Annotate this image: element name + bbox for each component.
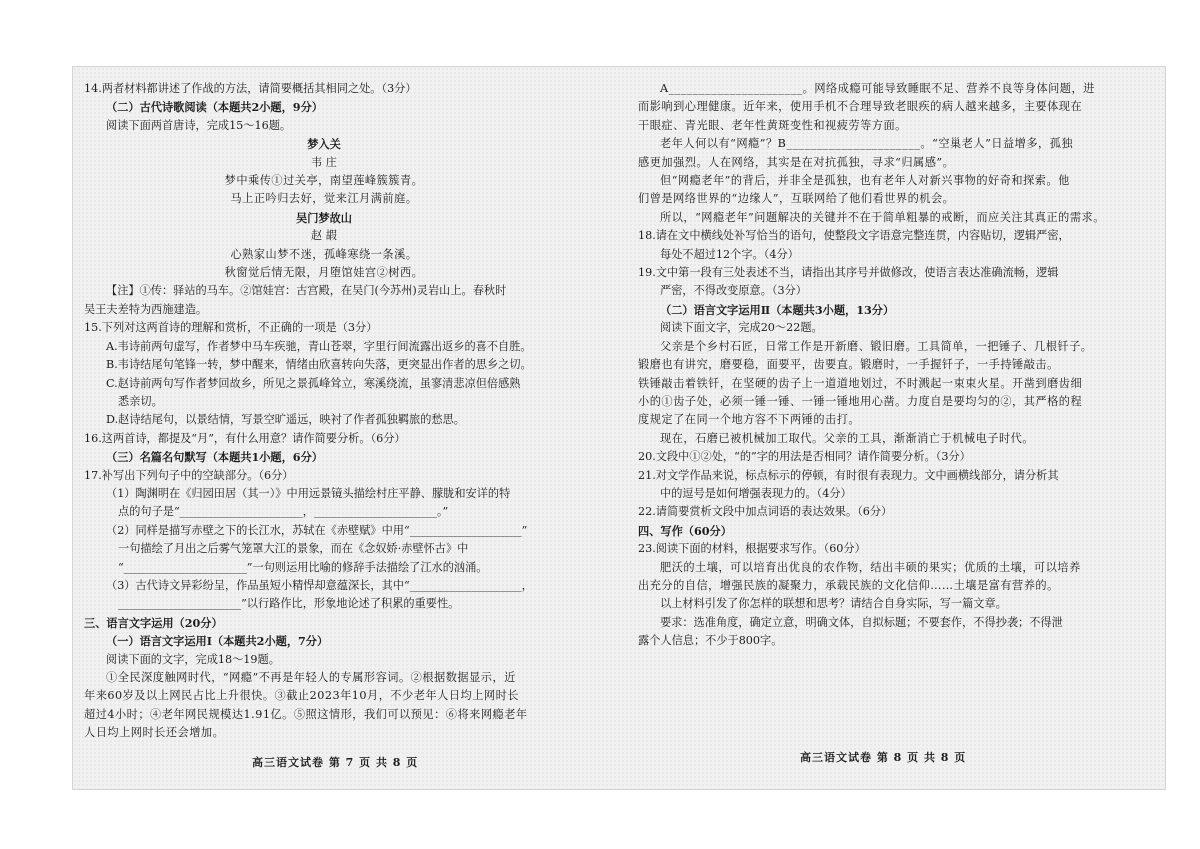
right-line: 干眼症、青光眼、老年性黄斑变性和视疲劳等方面。 — [638, 118, 907, 132]
left-line: 秋窗觉后情无限，月堕馆娃宫②树西。 — [224, 266, 424, 280]
right-line: 四、写作（60分） — [638, 523, 732, 538]
right-line: 阅读下面文字，完成20～22题。 — [660, 321, 823, 335]
left-line: （3）古代诗文异彩纷呈，作品虽短小精悍却意蕴深长，其中“____________________， — [106, 578, 533, 592]
right-line: 们曾是网络世界的“边缘人”，互联网给了他们看世界的机会。 — [638, 192, 955, 206]
left-line: （二）古代诗歌阅读（本题共2小题，9分） — [106, 100, 323, 115]
left-line: 14.两者材料都讲述了作战的方法，请简要概括其相同之处。（3分） — [84, 82, 417, 95]
right-line: 严密，不得改变原意。（3分） — [660, 284, 807, 298]
left-line: 一句描绘了月出之后雾气笼罩大江的景象，而在《念奴娇·赤壁怀古》中 — [118, 542, 469, 556]
left-line: 心熟家山梦不迷，孤峰寒绕一条溪。 — [230, 247, 418, 261]
left-line: 悉亲切。 — [118, 394, 163, 408]
right-line: 22.请简要赏析文段中加点词语的表达效果。（6分） — [638, 505, 893, 519]
left-line: 赵 嘏 — [311, 229, 337, 243]
right-line: 肥沃的土壤，可以培育出优良的农作物，结出丰硕的果实；优质的土壤，可以培养 — [660, 560, 1081, 574]
page-7-column — [84, 80, 564, 743]
left-line: 年来60岁及以上网民占比上升很快。③截止2023年10月，不少老年人日均上网时长 — [84, 689, 519, 703]
page-7-footer: 高三语文试卷 第 7 页 共 8 页 — [252, 756, 419, 769]
left-line: （2）同样是描写赤壁之下的长江水，苏轼在《赤壁赋》中用“____________________” — [106, 523, 528, 537]
right-line: 铁锤敲击着铁钎，在坚硬的齿子上一道道地划过，不时溅起一束束火星。开凿到磨齿细 — [638, 376, 1083, 390]
left-line: 三、语言文字运用（20分） — [84, 615, 223, 630]
left-line: 超过4小时；④老年网民规模达1.91亿。⑤照这情形，我们可以预见：⑥将来网瘾老年 — [84, 707, 528, 721]
right-line: 小的①齿子处，必须一锤一锤、一锤一锤地用心凿。力度自是要均匀的②，其严格的程 — [638, 394, 1083, 408]
right-line: A______________________。网络成瘾可能导致睡眠不足、营养不良等身体问题，进 — [660, 82, 1095, 95]
right-line: 老年人何以有“网瘾”？B______________________。“空巢老人”日益增多，孤独 — [660, 137, 1074, 151]
right-line: 但“网瘾老年”的背后，并非全是孤独，也有老年人对新兴事物的好奇和探索。他 — [660, 174, 1070, 188]
right-line: 现在，石磨已被机械加工取代。父亲的工具，渐渐消亡于机械电子时代。 — [660, 431, 1035, 445]
right-line: 中的逗号是如何增强表现力的。（4分） — [660, 486, 852, 500]
left-line: 吴王夫差特为西施建造。 — [84, 302, 208, 316]
right-line: 要求：选准角度，确定立意，明确文体，自拟标题；不要套作，不得抄袭；不得泄 — [660, 615, 1063, 629]
left-line: 韦 庄 — [311, 155, 337, 169]
right-line: 19.文中第一段有三处表述不当，请指出其序号并做修改，使语言表达准确流畅，逻辑 — [638, 266, 1059, 280]
left-line: D.赵诗结尾句，以景结情，写景空旷遥远，映衬了作者孤独羁旅的愁思。 — [106, 413, 465, 427]
right-line: 所以，“网瘾老年”问题解决的关键并不在于简单粗暴的戒断，而应关注其真正的需求。 — [660, 210, 1105, 224]
left-line: 阅读下面两首唐诗，完成15～16题。 — [106, 118, 292, 132]
left-line: 15.下列对这两首诗的理解和赏析，不正确的一项是（3分） — [84, 321, 378, 335]
left-line: “______________________”一句则运用比喻的修辞手法描绘了江水的汹涌。 — [118, 560, 488, 574]
left-line: ______________________”以行路作比，形象地论述了积累的重要性。 — [118, 597, 460, 611]
left-line: B.韦诗结尾句笔锋一转，梦中醒来，情绪由欣喜转向失落，更突显出作者的思乡之切。 — [106, 358, 532, 372]
left-line: 马上正吟归去好，觉来江月满前庭。 — [230, 192, 418, 206]
left-line: 梦中乘传①过关亭，南望莲峰簇簇青。 — [224, 174, 424, 188]
right-line: 18.请在文中横线处补写恰当的语句，使整段文字语意完整连贯，内容贴切，逻辑严密， — [638, 229, 1070, 243]
left-line: 吴门梦故山 — [296, 210, 352, 225]
left-line: （1）陶渊明在《归园田居（其一）》中用远景镜头描绘村庄平静、朦胧和安详的特 — [106, 486, 511, 500]
right-line: 20.文段中①②处，“的”字的用法是否相同？请作简要分析。（3分） — [638, 450, 971, 464]
left-line: A.韦诗前两句虚写，作者梦中马车疾驰，青山苍翠，字里行间流露出返乡的喜不自胜。 — [106, 339, 532, 353]
left-line: 梦入关 — [307, 137, 341, 152]
right-line: 每处不超过12个字。（4分） — [660, 247, 799, 261]
left-line: 点的句子是“______________________，______________________。” — [118, 505, 449, 519]
left-line: 人日均上网时长还会增加。 — [84, 726, 225, 740]
right-line: 23.阅读下面的材料，根据要求写作。（60分） — [638, 542, 866, 556]
left-line: ①全民深度触网时代，“网瘾”不再是年轻人的专属形容词。②根据数据显示，近 — [106, 671, 516, 684]
left-line: 16.这两首诗，都提及“月”，有什么用意？请作简要分析。（6分） — [84, 431, 406, 445]
page-8-column — [638, 80, 1116, 651]
right-line: 以上材料引发了你怎样的联想和思考？请结合自身实际，写一篇文章。 — [660, 597, 1007, 611]
page-8-footer: 高三语文试卷 第 8 页 共 8 页 — [800, 751, 967, 764]
right-line: 露个人信息；不少于800字。 — [638, 634, 783, 648]
right-line: 度规定了在同一个地方容不下两锤的击打。 — [638, 413, 861, 427]
right-line: 父亲是个乡村石匠，日常工作是开新磨、锻旧磨。工具简单，一把锤子、几根钎子。 — [660, 339, 1093, 353]
right-line: 锻磨也有讲究，磨要稳，面要平，齿要直。锻磨时，一手握钎子，一手持锤敲击。 — [638, 358, 1059, 372]
right-line: 感更加强烈。人在网络，其实是在对抗孤独，寻求“归属感”。 — [638, 155, 955, 169]
right-line: 出充分的自信，增强民族的凝聚力，承载民族的文化信仰……土壤是富有营养的。 — [638, 578, 1059, 592]
right-line: 而影响到心理健康。近年来，使用手机不合理导致老眼疾的病人越来越多，主要体现在 — [638, 100, 1083, 114]
left-line: 17.补写出下列句子中的空缺部分。（6分） — [84, 468, 294, 482]
left-line: C.赵诗前两句写作者梦回故乡，所见之景孤峰耸立，寒溪绕流，虽寥清悲凉但倍感熟 — [106, 376, 521, 390]
left-line: 【注】①传：驿站的马车。②馆娃宫：古宫殿，在吴门(今苏州)灵岩山上。春秋时 — [106, 284, 507, 298]
right-line: （二）语言文字运用Ⅱ（本题共3小题，13分） — [660, 302, 895, 317]
left-line: （一）语言文字运用Ⅰ（本题共2小题，7分） — [106, 634, 329, 649]
right-line: 21.对文学作品来说，标点标示的停顿，有时很有表现力。文中画横线部分，请分析其 — [638, 468, 1059, 482]
left-line: （三）名篇名句默写（本题共1小题，6分） — [106, 450, 323, 465]
left-line: 阅读下面的文字，完成18～19题。 — [106, 652, 280, 666]
